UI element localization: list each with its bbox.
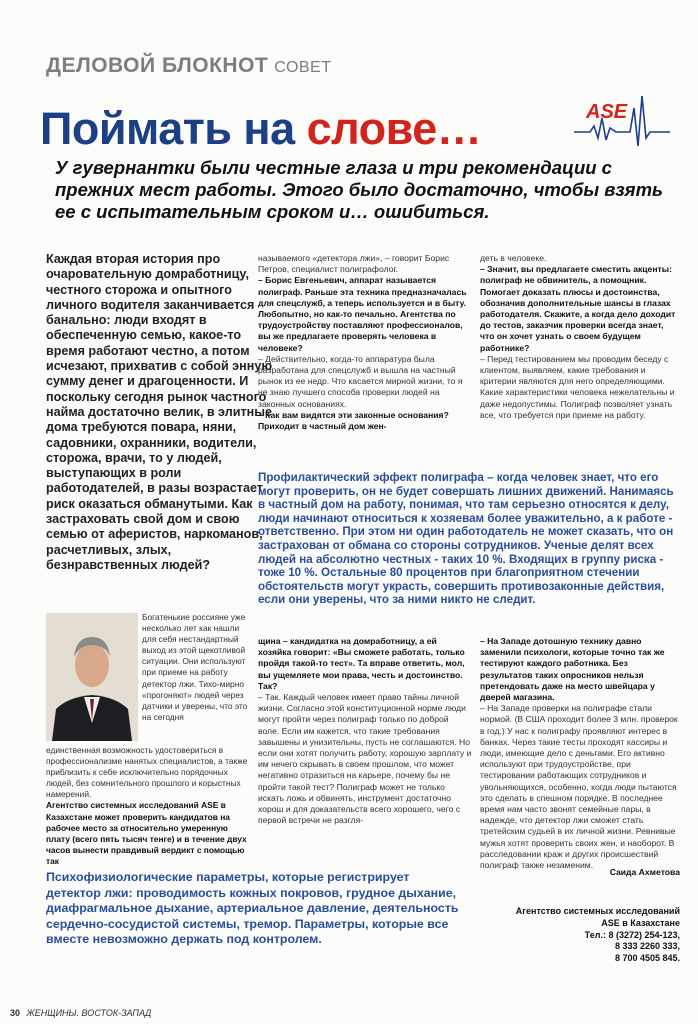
interview-column-3 xyxy=(258,636,472,826)
interview-column-1 xyxy=(258,253,473,432)
question: – Борис Евгеньевич, аппарат называется полиграф. Раньше эта техника предназначалась для спецслужб, а теперь используется и в быту. Любопытно, но как-то печально. Агентства по трудоустройству поставляют профессионалов, вы же предлагаете проверять человека в человеке? xyxy=(258,275,467,353)
answer: – Так. Каждый человек имеет право тайны личной жизни. Согласно этой конституционной норме люди могут пройти через полиграф только по доброй воле. Если им кажется, что такие требования завышены и унизительны, пусть не соглашаются. Но если они хотят получить работу, хорошую зарплату и им нечего скрывать в своем прошлом, что может негативно отразиться на карьере, почему бы не пройти такой тест? Полиграф может не только искать ложь и обвинять, инструмент достаточно хорош и для доказательств всего хорошего, чего с первой встречи не разгля- xyxy=(258,692,472,826)
interview-column-4 xyxy=(480,636,680,871)
paragraph: называемого «детектора лжи», – говорит Борис Петров, специалист полиграфолог. xyxy=(258,253,450,275)
agency-phone-2: 8 333 2260 333, xyxy=(614,941,680,952)
page-footer xyxy=(10,1008,151,1018)
agency-name: Агентство системных исследований xyxy=(515,906,680,916)
lead-paragraph: У гувернантки были честные глаза и три рекомендации с прежних мест работы. Этого было достаточно, чтобы взять ее с испытательным сроком и… ошибиться. xyxy=(55,157,664,222)
logo-text: ASE xyxy=(586,101,628,123)
paragraph: единственная возможность удостовериться в профессионализме нанятых специалистов, а также приблизить к себе исключительно порядочных людей, без сомнительного прошлого и корыстных намерений. xyxy=(46,745,248,800)
agency-offer: Агентство системных исследований ASE в Казахстане может проверить кандидатов на рабочее место за относительно умеренную плату (всего пять тысяч тенге) и в течение двух часов вынести правдивый вердикт с помощью так xyxy=(46,800,247,866)
portrait-photo xyxy=(46,613,138,741)
agency-phone-3: 8 700 4505 845. xyxy=(614,953,680,964)
author-name: Саида Ахметова xyxy=(609,867,680,877)
title-accent: слове… xyxy=(306,103,482,154)
question: – Значит, вы предлагаете сместить акценты: полиграф не обвинитель, а помощник. Помогает доказать плюсы и достоинства, обозначив дополнительные шансы в глазах работодателя. Скажите, а когда дело доходит до тестов, заказчик проверки всегда знает, что он хочет узнать о своем будущем работнике? xyxy=(480,264,676,353)
highlight-block-1: Профилактический эффект полиграфа – когда человек знает, что его могут проверить, он не будет совершать лишних движений. Нанимаясь в частный дом на работу, понимая, что там серьезно относятся к делу, люди начинают относиться к хозяевам более уважительно, а к работе - ответственно. При этом ни один работодатель не может сказать, что он застрахован от обмана со стороны сотрудников. Ученые делят всех людей на абсолютно честных - таких 10 %. Входящих в группу риска - тоже 10 %. Остальные 80 процентов при благоприятном стечении обстоятельств могут украсть, совершить противозаконные действия, если они уверены, что за ними никто не следит. xyxy=(258,471,674,607)
answer: – Действительно, когда-то аппаратура была разработана для спецслужб и вышла на частный рынок из ее недр. Что касается мирной жизни, то я не знаю лучшего способа проверки людей на законных основаниях. xyxy=(258,353,463,409)
question: щина – кандидатка на домработницу, а ей хозяйка говорит: «Вы сможете работать, только пройдя такой-то тест». Та вправе ответить, мол, вы ущемляете мои права, честь и достоинство. Так? xyxy=(258,636,465,691)
ase-logo-graphic xyxy=(572,88,672,150)
interview-column-2 xyxy=(480,253,680,421)
intro-column: Каждая вторая история про очаровательную домработницу, честного сторожа и опытного личного водителя заканчивается банально: люди входят в обеспеченную семью, какое-то время работают честно, а потом исчезают, прихватив с собой энную сумму денег и драгоценности. И поскольку сегодня рынок частного найма достаточно велик, в элитные дома требуются повара, няни, садовники, охранники, водители, сторожа, врачи, то у людей, выступающих в роли работодателей, в разы возрастает риск оказаться обманутыми. Как застраховать свой дом и свою семью от аферистов, наркоманов, расчетливых, злых, безнравственных людей? xyxy=(46,252,273,572)
answer: – На Западе проверки на полиграфе стали нормой. (В США проходит более 3 млн. проверок в год.) У нас к полиграфу проявляют интерес в банках. Через такие тесты проходят кассиры и люди, имеющие дело с деньгами. Его активно используют при трудоустройстве, при тестировании работающих сотрудников и увольняющихся, особенно, когда люди пытаются это сделать в спешном порядке. В последнее время нам часто звонят семейные пары, в надежде, что детектор лжи сможет стать третейским судьей в их личной жизни. Ревнивые мужья хотят проверить своих жен, и наоборот. В расследовании краж и других происшествий полиграф также незаменим. xyxy=(480,703,678,871)
answer: – Перед тестированием мы проводим беседу с клиентом, выявляем, какие требования и критерии являются для него определяющими. Какие характеристики человека нежелательны и даже недопустимы. Полиграф позволяет узнать все, что требуется при приеме на работу. xyxy=(480,353,675,420)
section-sublabel: СОВЕТ xyxy=(274,59,332,76)
question: – Как вам видятся эти законные основания? Приходит в частный дом жен- xyxy=(258,409,449,432)
agency-phone-1: Тел.: 8 (3272) 254-123, xyxy=(584,929,680,940)
side-text-bottom xyxy=(46,745,250,867)
agency-name-2: ASE в Казахстане xyxy=(601,917,680,928)
highlight-block-2: Психофизиологические параметры, которые регистрирует детектор лжи: проводимость кожных покровов, грудное дыхание, диафрагмальное дыхание, артериальное давление, деятельность сердечно-сосудистой системы, тремор. Параметры, которые все вместе невозможно держать под контролем. xyxy=(46,870,459,947)
article-title xyxy=(40,103,481,155)
title-main: Поймать на xyxy=(40,103,295,154)
section-label: ДЕЛОВОЙ БЛОКНОТ xyxy=(46,54,269,77)
ase-logo xyxy=(572,88,672,150)
page-number: 30 xyxy=(10,1008,21,1018)
agency-contact xyxy=(440,906,680,965)
section-heading xyxy=(46,54,332,78)
magazine-name: ЖЕНЩИНЫ. ВОСТОК-ЗАПАД xyxy=(26,1008,152,1018)
portrait-illustration xyxy=(46,613,138,741)
question: – На Западе дотошную технику давно заменили психологи, которые точно так же тестируют каждого работника. Без результатов таких опросников нельзя претендовать даже на место швейцара у дверей магазина. xyxy=(480,636,665,703)
paragraph: деть в человеке. xyxy=(480,253,547,263)
side-text-top: Богатенькие россияне уже несколько лет как нашли для себя нестандартный выход из этой щекотливой ситуации. Они используют при приеме на работу детектор лжи. Тихо-мирно «прогоняют» людей через датчики и уверены, что это на сегодня xyxy=(142,612,248,722)
